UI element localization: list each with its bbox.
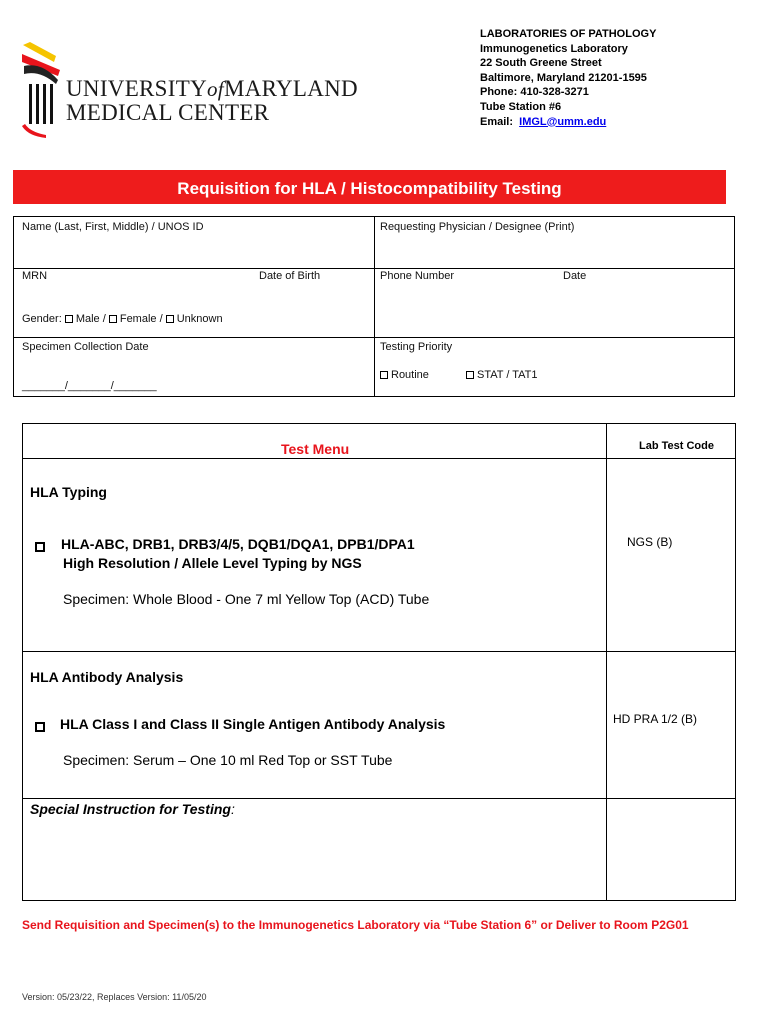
address-line: Phone: 410-328-3271 <box>480 86 589 99</box>
date-field-label: Date <box>563 270 587 282</box>
hla-typing-test-line2: High Resolution / Allele Level Typing by NGS <box>63 555 362 571</box>
send-instructions: Send Requisition and Specimen(s) to the Immunogenetics Laboratory via “Tube Station 6” or Deliver to Room P2G01 <box>22 918 689 932</box>
test-menu-box <box>22 423 736 901</box>
gender-male-checkbox[interactable] <box>65 315 73 323</box>
hla-typing-code: NGS (B) <box>627 535 673 549</box>
priority-stat-checkbox[interactable] <box>466 371 474 379</box>
physician-field-label: Requesting Physician / Designee (Print) <box>380 221 575 233</box>
special-instruction-label: Special Instruction for Testing: <box>30 801 235 817</box>
divider <box>23 798 735 799</box>
lab-test-code-heading: Lab Test Code <box>639 440 714 452</box>
divider <box>14 268 734 269</box>
umm-logo-mark-icon <box>20 40 66 140</box>
mrn-field-label: MRN <box>22 270 48 282</box>
phone-field-label: Phone Number <box>380 270 454 282</box>
name-field[interactable] <box>14 231 373 267</box>
address-line: Immunogenetics Laboratory <box>480 42 628 55</box>
antibody-specimen: Specimen: Serum – One 10 ml Red Top or SST Tube <box>63 752 393 768</box>
collection-date-label: Specimen Collection Date <box>22 341 149 353</box>
divider <box>606 424 607 900</box>
testing-priority-label: Testing Priority <box>380 341 453 353</box>
address-line: 22 South Greene Street <box>480 57 602 70</box>
divider <box>374 217 375 397</box>
patient-info-box <box>13 216 735 397</box>
address-line: Tube Station #6 <box>480 100 562 113</box>
page-title: Requisition for HLA / Histocompatibility Testing <box>13 170 726 204</box>
divider <box>14 337 734 338</box>
antibody-test-line1: HLA Class I and Class II Single Antigen Antibody Analysis <box>60 716 446 732</box>
hla-typing-checkbox[interactable] <box>35 542 45 552</box>
hla-typing-option <box>35 538 48 556</box>
lab-address-block <box>480 27 656 129</box>
antibody-test-checkbox[interactable] <box>35 722 45 732</box>
version-note: Version: 05/23/22, Replaces Version: 11/05/20 <box>22 992 207 1002</box>
antibody-test-option <box>35 718 48 736</box>
umm-logo <box>20 40 66 140</box>
priority-stat-option: STAT / TAT1 <box>466 369 538 381</box>
dob-field-label: Date of Birth <box>259 270 321 282</box>
hla-typing-test-line1: HLA-ABC, DRB1, DRB3/4/5, DQB1/DQA1, DPB1/DPA1 <box>61 536 415 552</box>
test-menu-heading: Test Menu <box>281 441 350 457</box>
collection-date-field[interactable]: _______/_______/_______ <box>22 380 157 392</box>
priority-routine-checkbox[interactable] <box>380 371 388 379</box>
gender-unknown-checkbox[interactable] <box>166 315 174 323</box>
name-field-label: Name (Last, First, Middle) / UNOS ID <box>22 221 204 233</box>
physician-field[interactable] <box>376 231 734 267</box>
gender-female-checkbox[interactable] <box>109 315 117 323</box>
logo-wordmark-line2: MEDICAL CENTER <box>66 100 270 125</box>
antibody-analysis-heading: HLA Antibody Analysis <box>30 669 184 685</box>
antibody-test-code: HD PRA 1/2 (B) <box>613 712 698 726</box>
gender-row: Gender: Male / Female / Unknown <box>22 313 223 325</box>
priority-routine-option: Routine <box>380 369 429 381</box>
address-line: LABORATORIES OF PATHOLOGY <box>480 28 657 40</box>
hla-typing-heading: HLA Typing <box>30 484 107 500</box>
address-line: Baltimore, Maryland 21201-1595 <box>480 71 647 84</box>
hla-typing-specimen: Specimen: Whole Blood - One 7 ml Yellow Top (ACD) Tube <box>63 591 430 607</box>
divider <box>23 651 735 652</box>
email-link[interactable]: IMGL@umm.edu <box>519 115 607 128</box>
email-line: Email: IMGL@umm.edu <box>480 115 607 128</box>
divider <box>23 458 735 459</box>
logo-wordmark-line1: UNIVERSITYofMARYLAND <box>66 76 358 101</box>
special-instruction-field[interactable] <box>25 820 603 898</box>
